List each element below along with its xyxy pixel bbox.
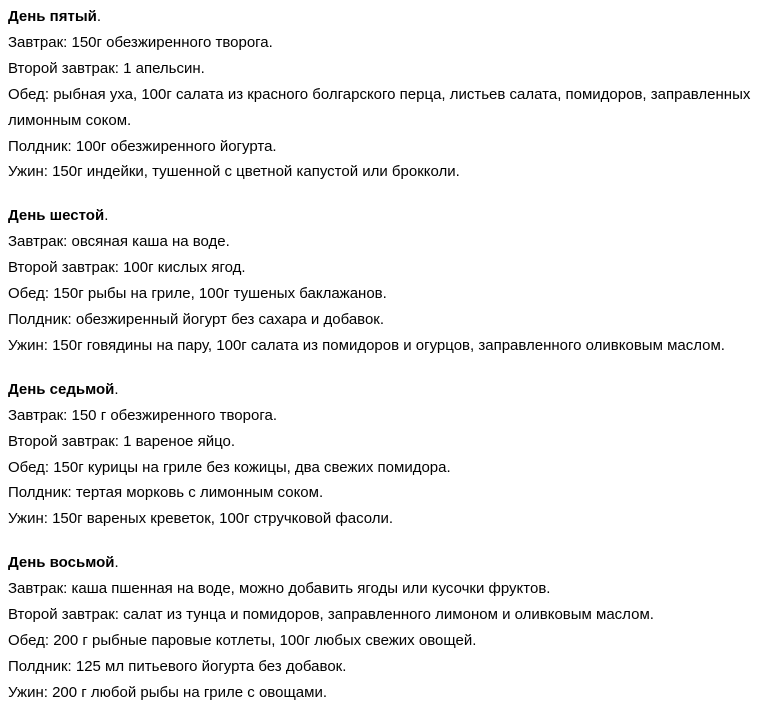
- meal-line-dinner: Ужин: 200 г любой рыбы на гриле с овощами.: [8, 683, 327, 701]
- day-title: [8, 377, 757, 403]
- meal-line-breakfast: Завтрак: 150г обезжиренного творога.: [8, 33, 273, 51]
- day-title-suffix: .: [104, 207, 109, 225]
- meal-line-lunch: Обед: рыбная уха, 100г салата из красного болгарского перца, листьев салата, помидоров, заправленных лимонным соком.: [8, 85, 751, 129]
- day-section-6: [8, 203, 757, 358]
- meal-line-second-breakfast: Второй завтрак: 1 вареное яйцо.: [8, 432, 235, 450]
- meal-line-snack: Полдник: 100г обезжиренного йогурта.: [8, 137, 277, 155]
- day-title-suffix: .: [114, 554, 119, 572]
- meal-line-snack: Полдник: тертая морковь с лимонным соком.: [8, 484, 324, 502]
- meal-line-second-breakfast: Второй завтрак: салат из тунца и помидоров, заправленного лимоном и оливковым маслом.: [8, 606, 654, 624]
- meal-line-lunch: Обед: 200 г рыбные паровые котлеты, 100г любых свежих овощей.: [8, 631, 477, 649]
- meal-line-breakfast: Завтрак: каша пшенная на воде, можно добавить ягоды или кусочки фруктов.: [8, 580, 551, 598]
- meal-line-dinner: Ужин: 150г вареных креветок, 100г стручковой фасоли.: [8, 510, 394, 528]
- day-section-7: [8, 377, 757, 532]
- meal-line-dinner: Ужин: 150г говядины на пару, 100г салата из помидоров и огурцов, заправленного оливковым маслом.: [8, 336, 725, 354]
- day-title-suffix: .: [114, 380, 119, 398]
- day-title-text: День пятый: [8, 8, 97, 25]
- day-title: [8, 550, 757, 576]
- day-title-suffix: .: [96, 8, 102, 25]
- day-title: [8, 203, 757, 229]
- meal-line-dinner: Ужин: 150г индейки, тушенной с цветной капустой или брокколи.: [8, 163, 460, 181]
- day-section-8: [8, 550, 757, 705]
- meal-line-snack: Полдник: обезжиренный йогурт без сахара и добавок.: [8, 310, 385, 328]
- meal-line-snack: Полдник: 125 мл питьевого йогурта без добавок.: [8, 657, 347, 675]
- day-title-text: День седьмой: [8, 380, 115, 398]
- document-body: [8, 4, 757, 706]
- meal-line-lunch: Обед: 150г рыбы на гриле, 100г тушеных баклажанов.: [8, 285, 387, 303]
- meal-line-breakfast: Завтрак: 150 г обезжиренного творога.: [8, 406, 277, 424]
- meal-line-second-breakfast: Второй завтрак: 1 апельсин.: [8, 59, 205, 77]
- meal-line-second-breakfast: Второй завтрак: 100г кислых ягод.: [8, 259, 246, 277]
- day-title-text: День шестой: [8, 207, 105, 225]
- day-section-5: [8, 4, 757, 185]
- day-title: [8, 4, 757, 30]
- meal-line-lunch: Обед: 150г курицы на гриле без кожицы, два свежих помидора.: [8, 458, 451, 476]
- meal-line-breakfast: Завтрак: овсяная каша на воде.: [8, 233, 230, 251]
- day-title-text: День восьмой: [8, 554, 115, 572]
